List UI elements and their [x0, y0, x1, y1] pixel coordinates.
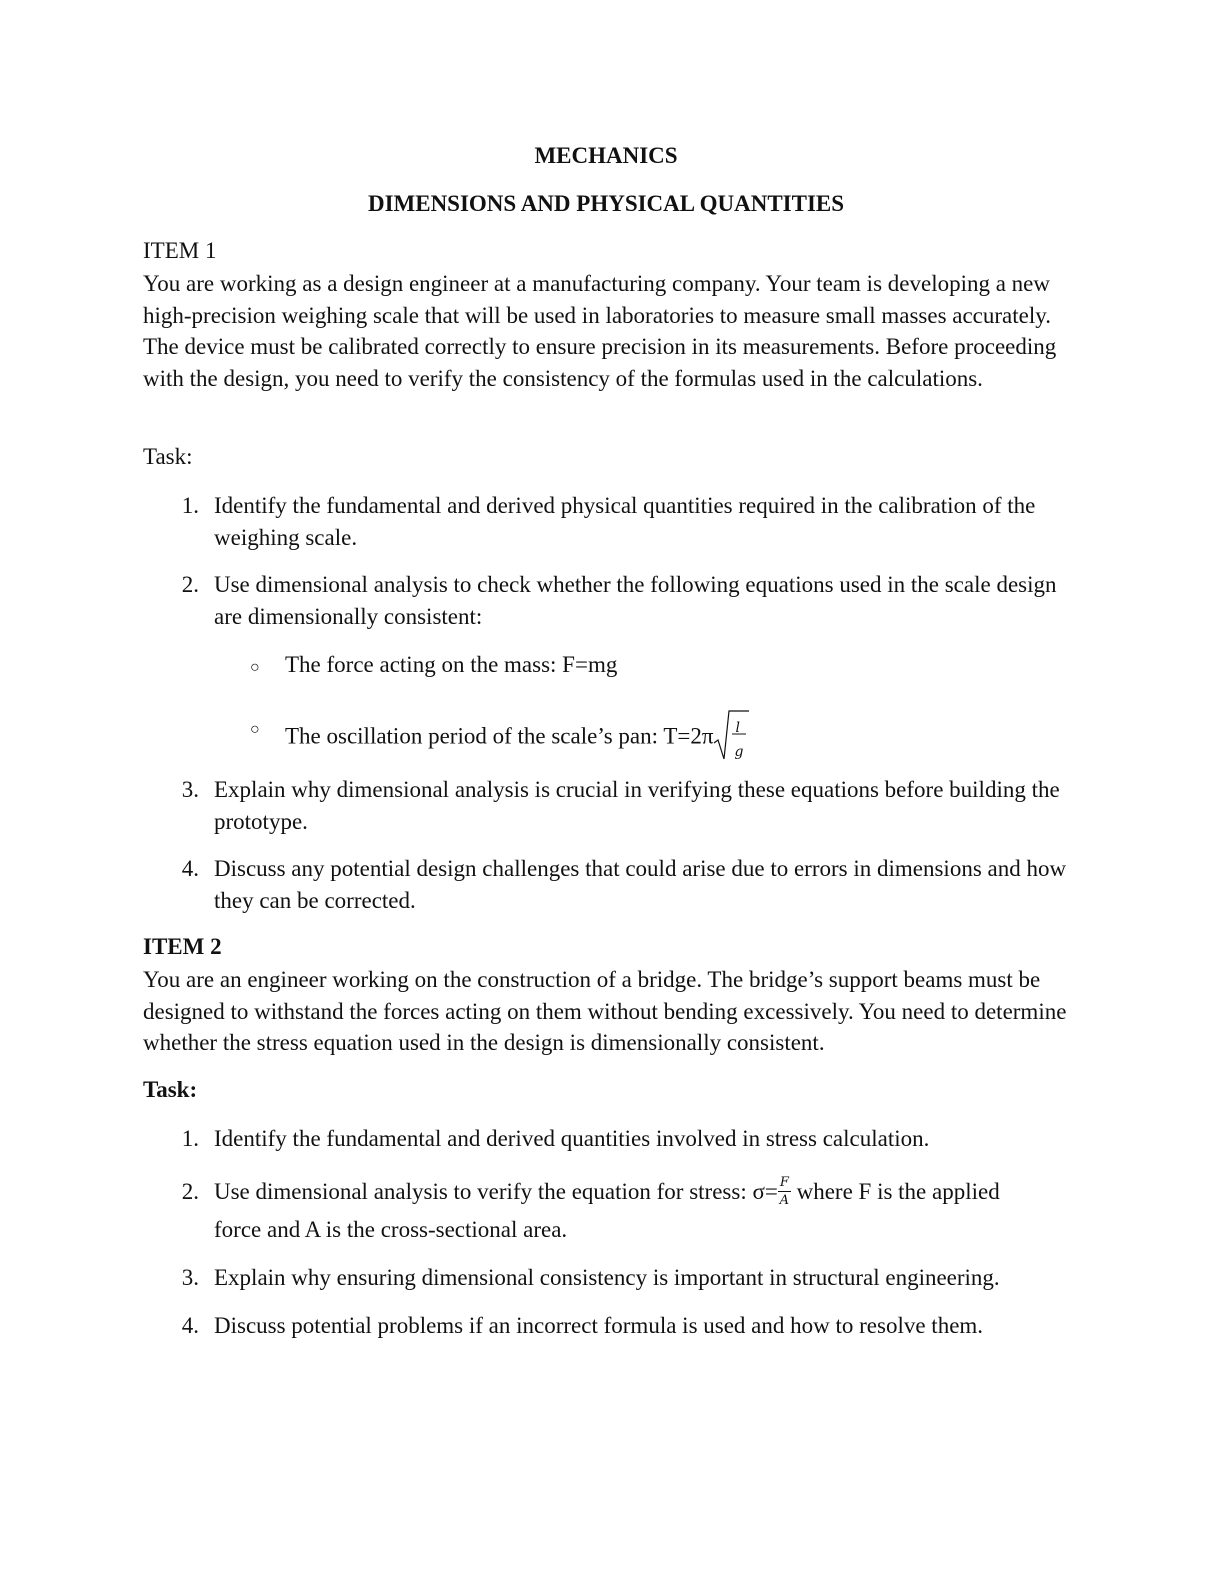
fraction-numerator: l: [735, 720, 740, 736]
list-text: Discuss any potential design challenges that could arise due to errors in dimensions and how they can be corrected.: [214, 856, 1067, 913]
list-number: 2.: [181, 572, 199, 597]
equation-text: The force acting on the mass: F=mg: [285, 652, 618, 677]
list-number: 1.: [181, 493, 199, 518]
item1-label: ITEM 1: [143, 238, 217, 263]
hollow-bullet-icon: ○: [250, 721, 260, 738]
stress-text-before: Use dimensional analysis to verify the equation for stress: σ=: [214, 1179, 778, 1204]
stress-fraction: [778, 1175, 791, 1208]
radical-sign-icon: [713, 707, 749, 761]
list-text: Explain why ensuring dimensional consistency is important in structural engineering.: [214, 1265, 1000, 1290]
list-text: Identify the fundamental and derived physical quantities required in the calibration of the weighing scale.: [214, 493, 1036, 550]
list-number: 1.: [181, 1126, 199, 1151]
item2-task-label: Task:: [143, 1077, 198, 1102]
fraction-denominator: g: [734, 744, 744, 760]
list-text: Use dimensional analysis to check whether the following equations used in the scale design are dimensionally consistent:: [214, 572, 1057, 629]
fraction-denominator: A: [779, 1193, 790, 1209]
list-text: Explain why dimensional analysis is crucial in verifying these equations before building the prototype.: [214, 777, 1060, 834]
list-number: 2.: [181, 1179, 199, 1204]
item1-task-label: Task:: [143, 444, 193, 469]
document-subtitle: DIMENSIONS AND PHYSICAL QUANTITIES: [367, 191, 845, 216]
item1-intro: You are working as a design engineer at a manufacturing company. Your team is developing a new high-precision weighing scale that will be used in laboratories to measure small masses accurately. The device must be calibrated correctly to ensure precision in its measurements. Before proceeding with the design, you need to verify the consistency of the formulas used in the calculations.: [143, 271, 1057, 391]
list-number: 4.: [181, 1313, 199, 1338]
list-number: 4.: [181, 856, 199, 881]
list-text: [214, 1176, 1074, 1210]
stress-text-after: where F is the applied: [790, 1179, 1000, 1204]
document-title: MECHANICS: [534, 143, 678, 168]
list-text: Discuss potential problems if an incorrect formula is used and how to resolve them.: [214, 1313, 984, 1338]
item2-intro: You are an engineer working on the construction of a bridge. The bridge’s support beams must be designed to withstand the forces acting on them without bending excessively. You need to determine whether the stress equation used in the design is dimensionally consistent.: [143, 967, 1067, 1055]
list-number: 3.: [181, 1265, 199, 1290]
list-text: Identify the fundamental and derived quantities involved in stress calculation.: [214, 1126, 930, 1151]
square-root-fraction: [713, 707, 749, 761]
hollow-bullet-icon: ○: [250, 659, 260, 676]
fraction-bar: [778, 1191, 791, 1192]
fraction-numerator: F: [779, 1175, 789, 1191]
list-text-continued: force and A is the cross-sectional area.: [214, 1217, 568, 1242]
equation-prefix: The oscillation period of the scale’s pan: T=2π: [285, 723, 714, 749]
list-number: 3.: [181, 777, 199, 802]
equation-text: [285, 711, 749, 765]
item2-label: ITEM 2: [143, 934, 222, 959]
